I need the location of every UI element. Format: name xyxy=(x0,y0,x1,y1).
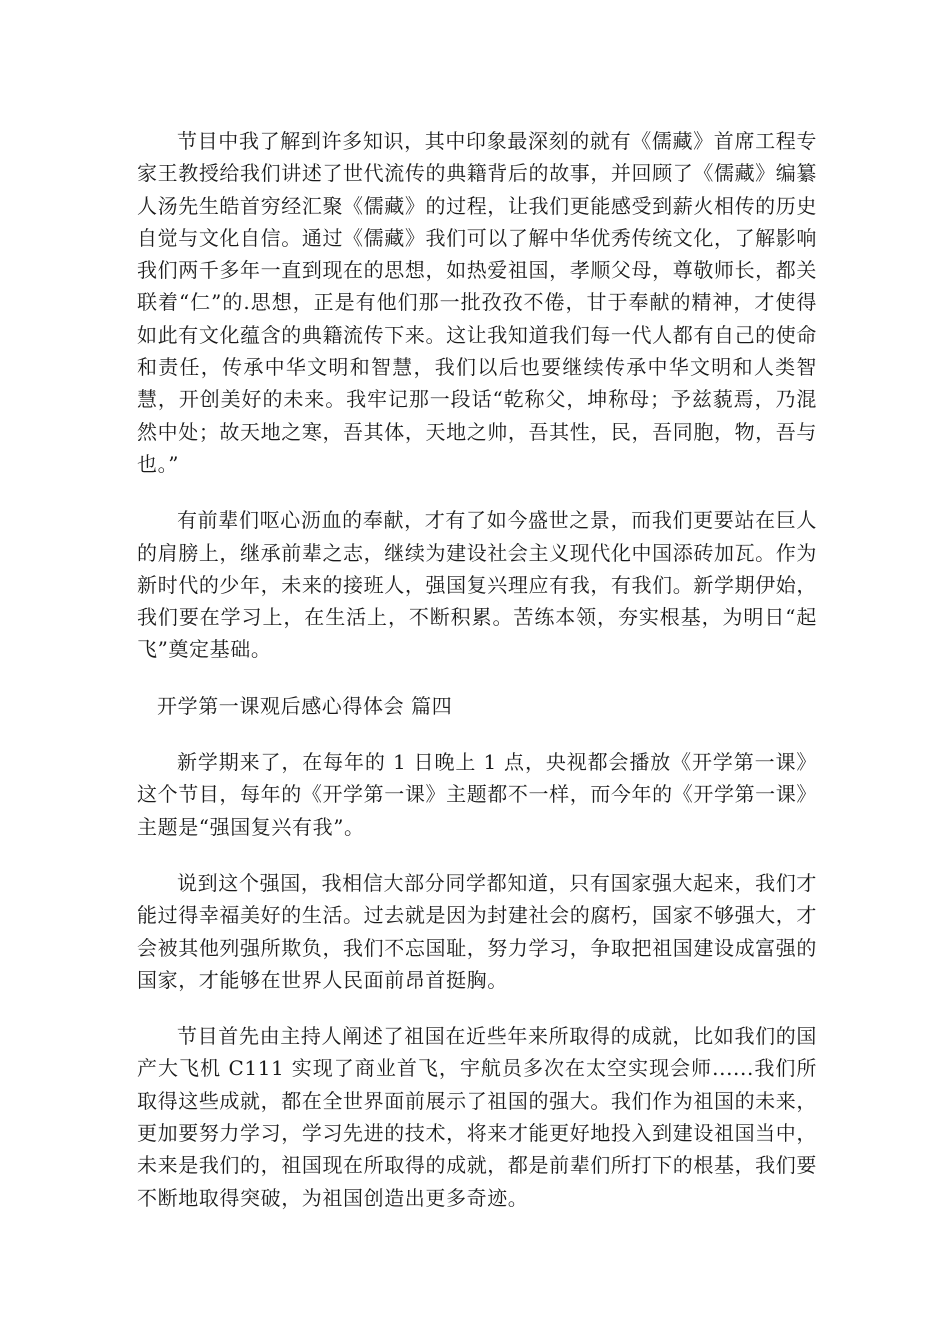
paragraph-ru-zang: 节目中我了解到许多知识，其中印象最深刻的就有《儒藏》首席工程专家王教授给我们讲述了世代流传的典籍背后的故事，并回顾了《儒藏》编纂人汤先生皓首穷经汇聚《儒藏》的过程，让我们更能感受到薪火相传的历史自觉与文化自信。通过《儒藏》我们可以了解中华优秀传统文化，了解影响我们两千多年一直到现在的思想，如热爱祖国，孝顺父母，尊敬师长，都关联着“仁”的.思想，正是有他们那一批孜孜不倦，甘于奉献的精神，才使得如此有文化蕴含的典籍流传下来。这让我知道我们每一代人都有自己的使命和责任，传承中华文明和智慧，我们以后也要继续传承中华文明和人类智慧，开创美好的未来。我牢记那一段话“乾称父，坤称母；予兹藐焉，乃混然中处；故天地之寒，吾其体，天地之帅，吾其性，民，吾同胞，物，吾与也。” xyxy=(137,129,817,476)
paragraph-new-semester: 新学期来了，在每年的 1 日晚上 1 点，央视都会播放《开学第一课》这个节目，每年的《开学第一课》主题都不一样，而今年的《开学第一课》主题是“强国复兴有我”。 xyxy=(137,750,817,839)
document-body xyxy=(137,125,817,1238)
paragraph-achievements: 节目首先由主持人阐述了祖国在近些年来所取得的成就，比如我们的国产大飞机 C111 实现了商业首飞，宇航员多次在太空实现会师......我们所取得这些成就，都在全世界面前展示了祖国的强大。我们作为祖国的未来，更加要努力学习，学习先进的技术，将来才能更好地投入到建设祖国当中，未来是我们的，祖国现在所取得的成就，都是前辈们所打下的根基，我们要不断地取得突破，为祖国创造出更多奇迹。 xyxy=(137,1024,817,1210)
paragraph-predecessors: 有前辈们呕心沥血的奉献，才有了如今盛世之景，而我们更要站在巨人的肩膀上，继承前辈之志，继续为建设社会主义现代化中国添砖加瓦。作为新时代的少年，未来的接班人，强国复兴理应有我，有我们。新学期伊始，我们要在学习上，在生活上，不断积累。苦练本领，夯实根基，为明日“起飞”奠定基础。 xyxy=(137,508,817,662)
section-heading: 开学第一课观后感心得体会 篇四 xyxy=(157,693,453,718)
paragraph-strong-nation: 说到这个强国，我相信大部分同学都知道，只有国家强大起来，我们才能过得幸福美好的生活。过去就是因为封建社会的腐朽，国家不够强大，才会被其他列强所欺负，我们不忘国耻，努力学习，争取把祖国建设成富强的国家，才能够在世界人民面前昂首挺胸。 xyxy=(137,870,817,992)
